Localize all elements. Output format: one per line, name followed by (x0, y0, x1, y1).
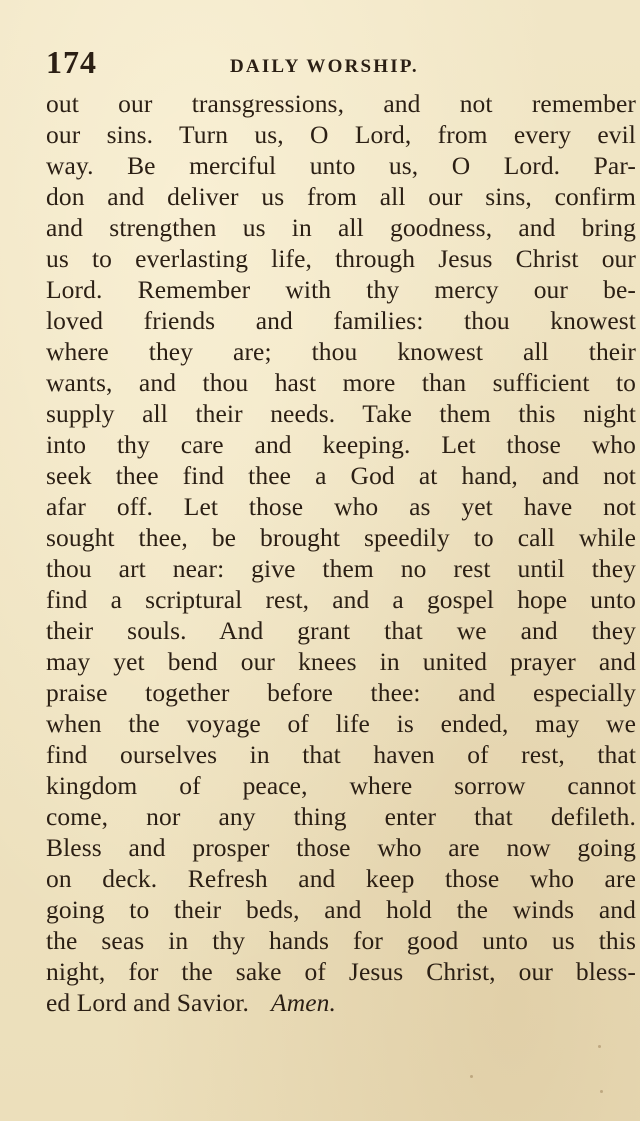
text-line: thou art near: give them no rest until they (46, 554, 636, 583)
text-line: sought thee, be brought speedily to call while (46, 523, 636, 552)
text-line: their souls. And grant that we and they (46, 616, 636, 645)
text-line: our sins. Turn us, O Lord, from every evil (46, 120, 636, 149)
text-line: afar off. Let those who as yet have not (46, 492, 636, 521)
text-line: supply all their needs. Take them this night (46, 399, 636, 428)
text-line: on deck. Refresh and keep those who are (46, 864, 636, 893)
paper-speck (470, 1075, 473, 1078)
final-line-text: ed Lord and Savior. (46, 988, 250, 1017)
text-line: wants, and thou hast more than sufficient to (46, 368, 636, 397)
text-line: when the voyage of life is ended, may we (46, 709, 636, 738)
text-line: the seas in thy hands for good unto us this (46, 926, 636, 955)
text-line: going to their beds, and hold the winds and (46, 895, 636, 924)
text-line: us to everlasting life, through Jesus Christ our (46, 244, 636, 273)
prayer-text (46, 88, 636, 1018)
text-line: Bless and prosper those who are now going (46, 833, 636, 862)
text-line: don and deliver us from all our sins, confirm (46, 182, 636, 211)
text-line: loved friends and families: thou knowest (46, 306, 636, 335)
text-line: find ourselves in that haven of rest, that (46, 740, 636, 769)
page-header (46, 44, 636, 84)
text-line: find a scriptural rest, and a gospel hope unto (46, 585, 636, 614)
text-line: and strengthen us in all goodness, and bring (46, 213, 636, 242)
text-line: praise together before thee: and especially (46, 678, 636, 707)
text-line: into thy care and keeping. Let those who (46, 430, 636, 459)
text-line: night, for the sake of Jesus Christ, our bless- (46, 957, 636, 986)
text-line: way. Be merciful unto us, O Lord. Par- (46, 151, 636, 180)
text-line: come, nor any thing enter that defileth. (46, 802, 636, 831)
text-line: where they are; thou knowest all their (46, 337, 636, 366)
text-line: may yet bend our knees in united prayer and (46, 647, 636, 676)
paper-speck (598, 1045, 601, 1048)
paper-speck (600, 1090, 603, 1093)
text-line-final (46, 987, 636, 1018)
text-line: kingdom of peace, where sorrow cannot (46, 771, 636, 800)
running-head: DAILY WORSHIP. (230, 56, 419, 77)
text-line: Lord. Remember with thy mercy our be- (46, 275, 636, 304)
text-line: out our transgressions, and not remember (46, 89, 636, 118)
amen-closing: Amen. (271, 988, 336, 1017)
text-line: seek thee find thee a God at hand, and not (46, 461, 636, 490)
page-number: 174 (46, 44, 97, 80)
